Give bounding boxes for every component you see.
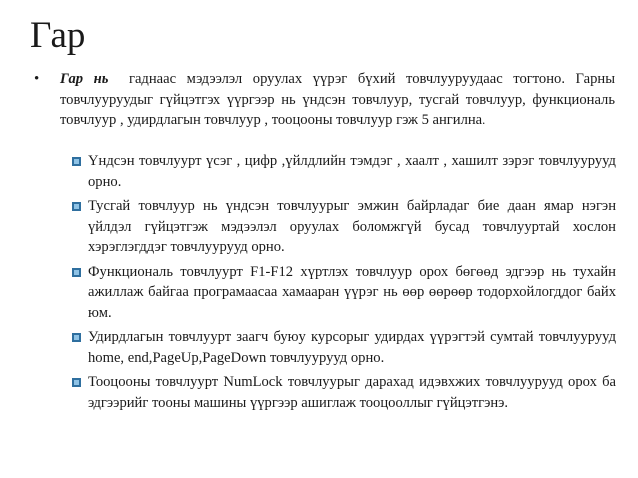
bullet-dot-icon: •	[34, 71, 40, 87]
square-bullet-icon	[72, 157, 81, 166]
sub-bullet-list	[72, 151, 616, 417]
list-item	[72, 372, 616, 413]
main-bullet-text	[60, 69, 615, 131]
list-item	[72, 262, 616, 324]
square-bullet-icon	[72, 378, 81, 387]
main-bullet-end: .	[482, 113, 486, 127]
list-item	[72, 196, 616, 258]
lead-term: Гар нь	[60, 71, 109, 87]
list-item	[72, 327, 616, 368]
list-item-text: Үндсэн товчлуурт үсэг , цифр ,үйлдлийн тэмдэг , хаалт , хашилт зэрэг товчлуурууд орно.	[88, 153, 616, 190]
list-item-text: Тооцооны товчлуурт NumLock товчлуурыг дарахад идэвхжих товчлуурууд орох ба эдгээрийг тооны машины үүргээр ашиглаж тооцооллыг гүйцэтгэнэ.	[88, 374, 616, 411]
square-bullet-icon	[72, 202, 81, 211]
list-item-text: Функциональ товчлуурт F1-F12 хүртлэх товчлуур орох бөгөөд эдгээр нь тухайн ажиллаж байгаа програмаасаа хамааран үүрэг нь өөр өөрөөр тодорхойлогддог байх юм.	[88, 263, 616, 321]
main-bullet-body: гаднаас мэдээлэл оруулах үүрэг бүхий товчлууруудаас тогтоно. Гарны товчлууруудыг гүйцэтгэх үүргээр нь үндсэн товчлуур, тусгай товчлуур, функциональ товчлуур , удирдлагын товчлуур , тооцооны товчлуур гэж 5 ангилна	[60, 71, 615, 128]
square-bullet-icon	[72, 268, 81, 277]
slide-title: Гар	[30, 15, 86, 56]
list-item-text: Тусгай товчлуур нь үндсэн товчлуурыг эмжин байрладаг бие даан ямар нэгэн үйлдэл гүйцэтгэж мэдээлэл оруулах боломжгүй бусад товчлууртай хослон хэрэглэгддэг товчлуурууд орно.	[88, 198, 616, 255]
list-item-text: Удирдлагын товчлуурт заагч буюу курсорыг удирдах үүрэгтэй сумтай товчлуурууд home, end,PageUp,PageDown товчлуурууд орно.	[88, 329, 616, 366]
square-bullet-icon	[72, 333, 81, 342]
list-item	[72, 151, 616, 192]
